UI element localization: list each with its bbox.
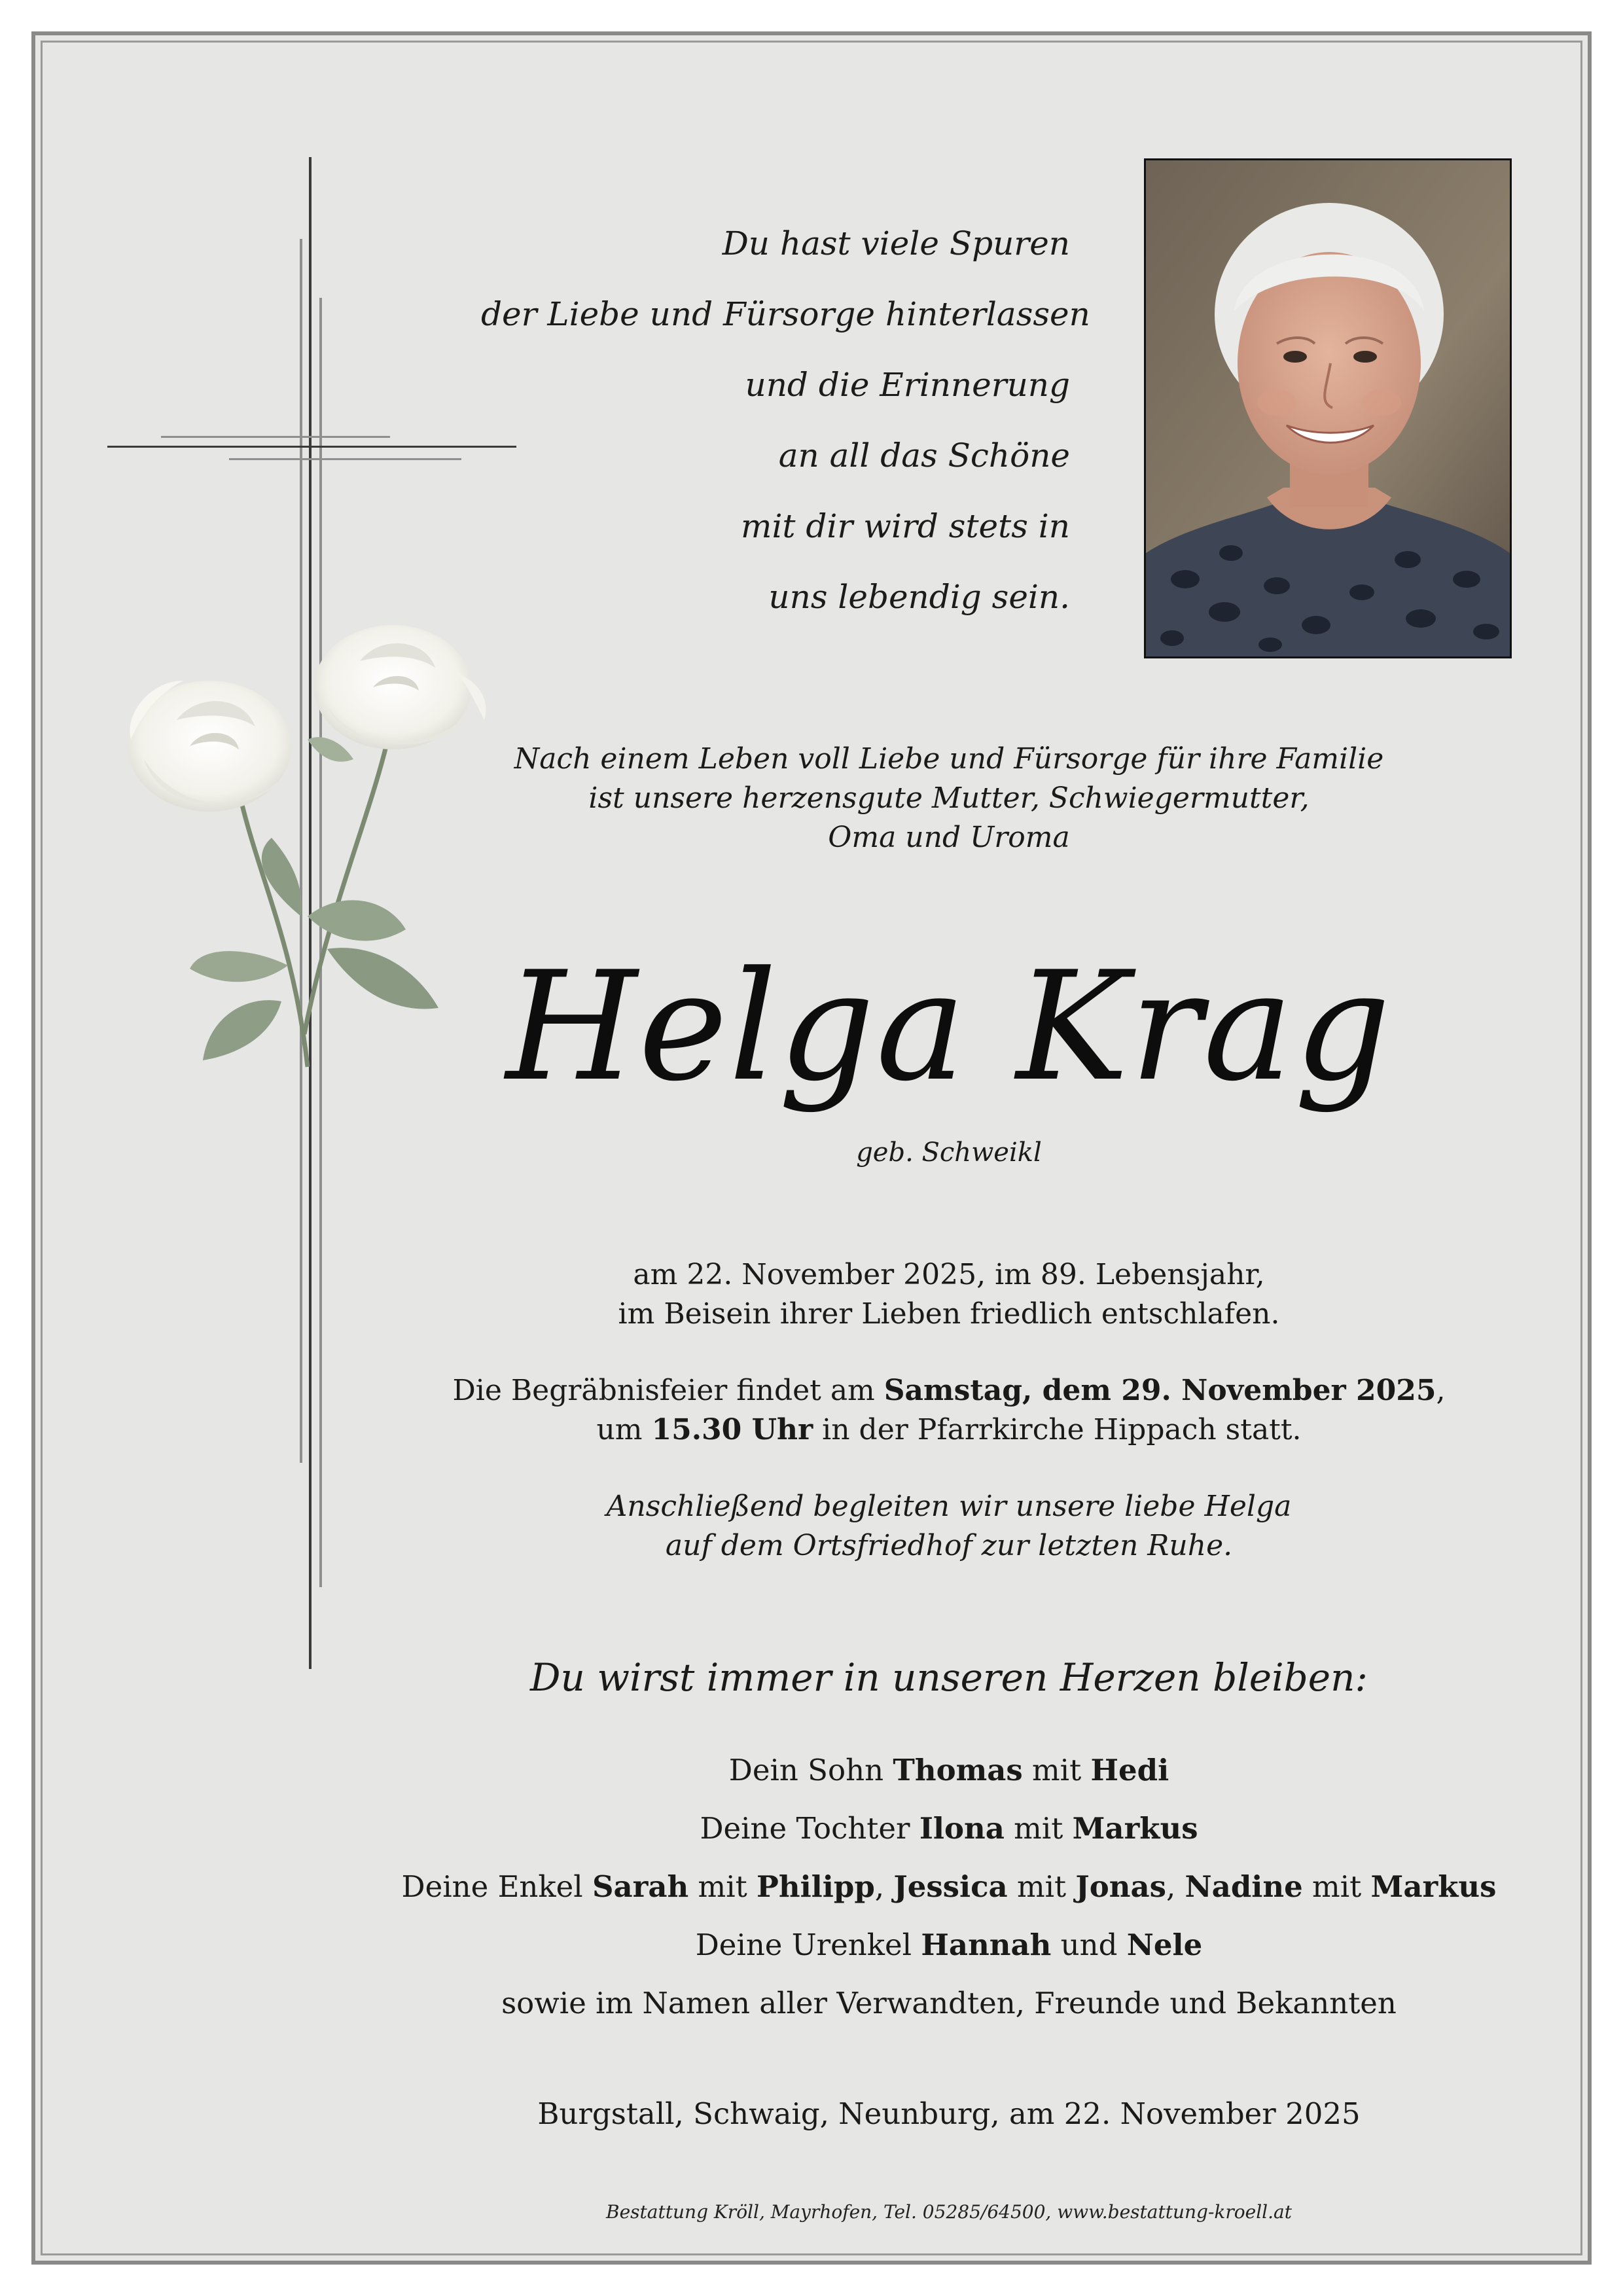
poem-line: uns lebendig sein. [768, 578, 1070, 616]
poem-line: mit dir wird stets in [741, 507, 1070, 545]
burial-line: Anschließend begleiten wir unsere liebe Helga [606, 1490, 1292, 1523]
family-grandchildren: Deine Enkel Sarah mit Philipp, Jessica mit Jonas, Nadine mit Markus [401, 1869, 1497, 1904]
poem-line: Du hast viele Spuren [722, 224, 1070, 262]
poem-line: der Liebe und Fürsorge hinterlassen [481, 295, 1090, 333]
poem-line: und die Erinnerung [745, 366, 1070, 404]
funeral-time: 15.30 Uhr [651, 1413, 813, 1446]
birth-name: geb. Schweikl [856, 1138, 1042, 1168]
family-list [327, 1741, 1571, 2032]
death-line: im Beisein ihrer Lieben friedlich entschlafen. [618, 1297, 1280, 1331]
funeral-home-footer: Bestattung Kröll, Mayrhofen, Tel. 05285/64500, www.bestattung-kroell.at [606, 2201, 1292, 2223]
intro-line: ist unsere herzensgute Mutter, Schwiegermutter, [588, 781, 1310, 815]
family-great-grandchildren: Deine Urenkel Hannah und Nele [695, 1928, 1203, 1962]
intro-line: Oma und Uroma [828, 821, 1070, 854]
remember-heading: Du wirst immer in unseren Herzen bleiben: [530, 1655, 1368, 1700]
burial-notice [393, 1487, 1505, 1566]
funeral-text: in der Pfarrkirche Hippach statt. [813, 1413, 1302, 1446]
poem [481, 208, 1090, 632]
funeral-text: , [1436, 1374, 1446, 1407]
funeral-notice [393, 1371, 1505, 1450]
death-notice [393, 1255, 1505, 1334]
family-others: sowie im Namen aller Verwandten, Freunde und Bekannten [501, 1986, 1397, 2020]
poem-line: an all das Schöne [778, 437, 1070, 475]
place-date: Burgstall, Schwaig, Neunburg, am 22. November 2025 [537, 2096, 1361, 2131]
intro-line: Nach einem Leben voll Liebe und Fürsorge für ihre Familie [514, 742, 1384, 776]
portrait-photo [1144, 158, 1512, 658]
family-daughter: Deine Tochter Ilona mit Markus [700, 1811, 1198, 1846]
family-son: Dein Sohn Thomas mit Hedi [728, 1753, 1169, 1787]
deceased-name: Helga Krag [506, 940, 1392, 1115]
funeral-date: Samstag, dem 29. November 2025 [883, 1374, 1436, 1407]
death-line: am 22. November 2025, im 89. Lebensjahr, [633, 1258, 1265, 1291]
funeral-text: Die Begräbnisfeier findet am [452, 1374, 884, 1407]
funeral-text: um [596, 1413, 652, 1446]
burial-line: auf dem Ortsfriedhof zur letzten Ruhe. [665, 1529, 1233, 1562]
intro-text [425, 740, 1472, 857]
